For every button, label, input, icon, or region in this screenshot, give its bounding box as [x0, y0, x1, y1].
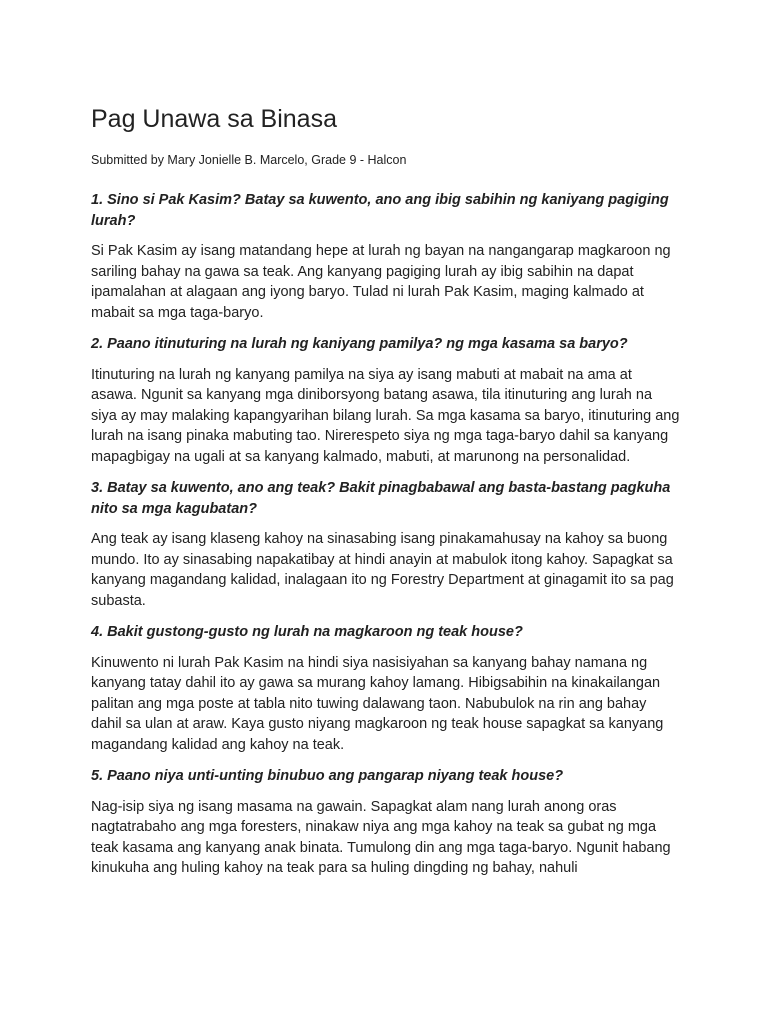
question-2: 2. Paano itinuturing na lurah ng kaniyang pamilya? ng mga kasama sa baryo?	[91, 336, 628, 352]
qa-item-4	[91, 622, 681, 755]
question-list	[91, 190, 681, 879]
submission-byline: Submitted by Mary Jonielle B. Marcelo, Grade 9 - Halcon	[91, 153, 407, 167]
answer-2: Itinuturing na lurah ng kanyang pamilya na siya ay isang mabuti at mabait na ama at asawa. Ngunit sa kanyang mga diniborsyong batang asawa, tila itinuturing ang lurah na siya ay may malaking kapangyarihan bilang lurah. Sa mga kasama sa baryo, itinuturing ang lurah na isang pinaka mabuting tao. Nirerespeto siya ng mga taga-baryo dahil sa kanyang mapagbigay na ugali at sa kanyang kalmado, mabuti, at marunong na personalidad.	[91, 366, 680, 465]
question-1: 1. Sino si Pak Kasim? Batay sa kuwento, ano ang ibig sabihin ng kaniyang pagiging lurah?	[91, 192, 669, 229]
document-page	[91, 102, 681, 890]
qa-item-2	[91, 334, 681, 467]
qa-item-5	[91, 766, 681, 879]
answer-5: Nag-isip siya ng isang masama na gawain. Sapagkat alam nang lurah anong oras nagtatrabaho ang mga foresters, ninakaw niya ang mga kahoy na teak sa gubat ng mga teak kasama ang kanyang anak binata. Tumulong din ang mga taga-baryo. Ngunit habang kinukuha ang huling kahoy na teak para sa huling dingding ng bahay, nahuli	[91, 798, 671, 876]
qa-item-3	[91, 478, 681, 611]
answer-1: Si Pak Kasim ay isang matandang hepe at lurah ng bayan na nangangarap magkaroon ng sariling bahay na gawa sa teak. Ang kanyang pagiging lurah ay ibig sabihin na dapat ipamalahan at alagaan ang iyong baryo. Tulad ni lurah Pak Kasim, maging kalmado at mabait sa mga taga-baryo.	[91, 243, 671, 321]
question-5: 5. Paano niya unti-unting binubuo ang pangarap niyang teak house?	[91, 768, 564, 784]
answer-4: Kinuwento ni lurah Pak Kasim na hindi siya nasisiyahan sa kanyang bahay namana ng kanyang tatay dahil ito ay gawa sa murang kahoy lamang. Hibigsabihin na kinakailangan palitan ang mga poste at tabla nito tuwing dalawang taon. Nabubulok na rin ang bahay dahil sa ulan at araw. Kaya gusto niyang magkaroon ng teak house sapagkat sa kanyang magandang kalidad ang kahoy na teak.	[91, 654, 664, 753]
question-4: 4. Bakit gustong-gusto ng lurah na magkaroon ng teak house?	[91, 624, 523, 640]
qa-item-1	[91, 190, 681, 323]
question-3: 3. Batay sa kuwento, ano ang teak? Bakit pinagbabawal ang basta-bastang pagkuha nito sa mga kagubatan?	[91, 480, 671, 517]
page-title: Pag Unawa sa Binasa	[91, 105, 337, 133]
answer-3: Ang teak ay isang klaseng kahoy na sinasabing isang pinakamahusay na kahoy sa buong mundo. Ito ay sinasabing napakatibay at hindi anayin at mabulok itong kahoy. Sapagkat sa kanyang magandang kalidad, inalagaan ito ng Forestry Department at ginagamit ito sa pag subasta.	[91, 531, 674, 609]
